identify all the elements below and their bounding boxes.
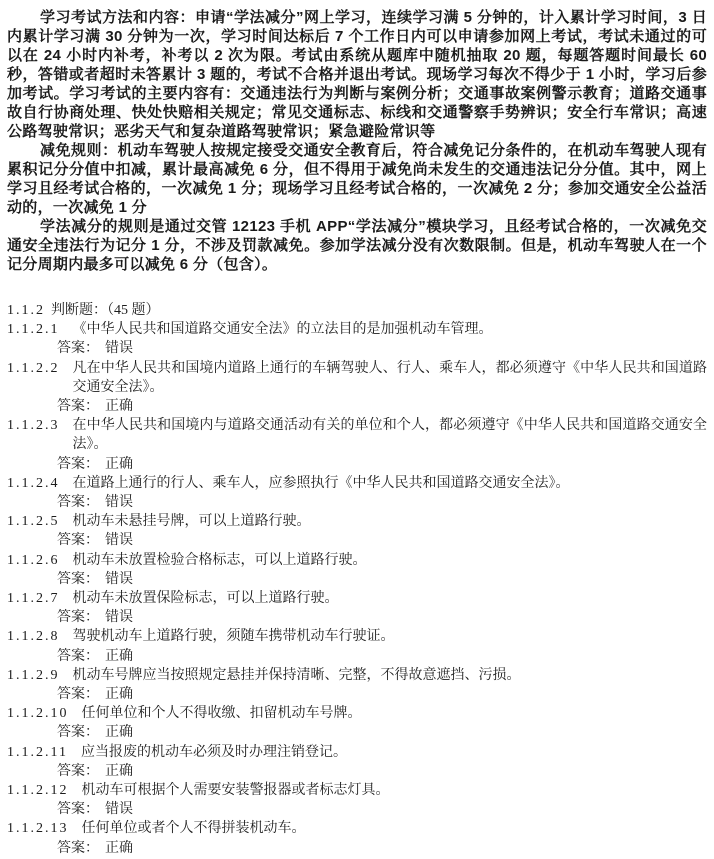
answer-value: 错误 xyxy=(105,341,133,357)
question-item xyxy=(7,743,707,781)
question-item xyxy=(7,666,707,704)
question-text: 机动车未放置保险标志，可以上道路行驶。 xyxy=(72,591,339,607)
question-item xyxy=(7,551,707,589)
question-row xyxy=(7,474,707,493)
question-number: 1.1.2.11 xyxy=(7,744,68,760)
question-item xyxy=(7,416,707,474)
question-number: 1.1.2.6 xyxy=(7,552,60,568)
answer-value: 正确 xyxy=(105,840,133,856)
question-number: 1.1.2.9 xyxy=(7,667,60,683)
question-text: 《中华人民共和国道路交通安全法》的立法目的是加强机动车管理。 xyxy=(72,322,493,338)
answer-value: 错误 xyxy=(105,802,133,818)
question-text: 机动车可根据个人需要安装警报器或者标志灯具。 xyxy=(81,783,390,799)
question-number: 1.1.2.13 xyxy=(7,821,69,837)
answer-value: 正确 xyxy=(105,725,133,741)
answer-value: 错误 xyxy=(105,610,133,626)
question-number: 1.1.2.1 xyxy=(7,322,60,338)
question-item xyxy=(7,704,707,742)
question-number: 1.1.2.5 xyxy=(7,514,60,530)
answer-line xyxy=(7,723,707,742)
question-row xyxy=(7,589,707,608)
question-row xyxy=(7,704,707,723)
question-text: 凡在中华人民共和国境内道路上通行的车辆驾驶人、行人、乘车人，都必须遵守《中华人民共和国道路交通安全法》。 xyxy=(72,360,707,395)
answer-label: 答案： xyxy=(57,341,99,357)
answer-value: 正确 xyxy=(105,456,133,472)
answer-label: 答案： xyxy=(57,495,99,511)
question-text: 机动车未悬挂号牌，可以上道路行驶。 xyxy=(72,514,311,530)
question-row xyxy=(7,416,707,454)
answer-line xyxy=(7,570,707,589)
question-text: 应当报废的机动车必须及时办理注销登记。 xyxy=(80,744,347,760)
question-text: 驾驶机动车上道路行驶，须随车携带机动车行驶证。 xyxy=(72,629,395,645)
answer-label: 答案： xyxy=(57,840,99,856)
answer-line xyxy=(7,397,707,416)
answer-value: 错误 xyxy=(105,495,133,511)
question-number: 1.1.2.3 xyxy=(7,418,60,434)
question-item xyxy=(7,781,707,819)
question-item xyxy=(7,627,707,665)
answer-line xyxy=(7,762,707,781)
answer-line xyxy=(7,685,707,704)
answer-line xyxy=(7,647,707,666)
question-number: 1.1.2.7 xyxy=(7,591,60,607)
answer-label: 答案： xyxy=(57,610,99,626)
intro-paragraph-app-rules: 学法减分的规则是通过交管 12123 手机 APP“学法减分”模块学习，且经考试合格的，一次减免交通安全违法行为记分 1 分，不涉及罚款减免。参加学法减分没有次数限制。但是，机动车驾驶人在一个记分周期内最多可以减免 6 分（包含）。 xyxy=(7,218,707,273)
question-row xyxy=(7,781,707,800)
answer-label: 答案： xyxy=(57,648,99,664)
answer-value: 错误 xyxy=(105,533,133,549)
question-row xyxy=(7,512,707,531)
answer-label: 答案： xyxy=(57,399,99,415)
section-number: 1.1.2 xyxy=(7,303,45,318)
answer-line xyxy=(7,339,707,358)
answer-label: 答案： xyxy=(57,533,99,549)
judgment-questions-section xyxy=(7,301,707,858)
question-item xyxy=(7,359,707,417)
question-item xyxy=(7,819,707,857)
question-list xyxy=(7,320,707,858)
answer-label: 答案： xyxy=(57,802,99,818)
answer-value: 正确 xyxy=(105,687,133,703)
answer-line xyxy=(7,531,707,550)
answer-label: 答案： xyxy=(57,725,99,741)
question-text: 机动车号牌应当按照规定悬挂并保持清晰、完整，不得故意遮挡、污损。 xyxy=(72,667,521,683)
answer-value: 正确 xyxy=(105,763,133,779)
answer-value: 正确 xyxy=(105,399,133,415)
question-text: 任何单位或者个人不得拼装机动车。 xyxy=(81,821,306,837)
question-item xyxy=(7,512,707,550)
question-text: 机动车未放置检验合格标志，可以上道路行驶。 xyxy=(72,552,367,568)
question-row xyxy=(7,743,707,762)
question-row xyxy=(7,819,707,838)
answer-label: 答案： xyxy=(57,763,99,779)
intro-paragraph-reduction-rules: 减免规则：机动车驾驶人按规定接受交通安全教育后，符合减免记分条件的，在机动车驾驶人现有累积记分分值中扣减，累计最高减免 6 分，但不得用于减免尚未发生的交通违法记分分值。其中，网上学习且经考试合格的，一次减免 1 分；现场学习且经考试合格的，一次减免 2 分；参加交通安全公益活动的，一次减免 1 分 xyxy=(7,142,707,216)
section-heading xyxy=(7,301,707,320)
answer-label: 答案： xyxy=(57,687,99,703)
question-item xyxy=(7,589,707,627)
question-number: 1.1.2.8 xyxy=(7,629,60,645)
question-number: 1.1.2.2 xyxy=(7,360,60,376)
answer-value: 错误 xyxy=(105,571,133,587)
question-text: 在中华人民共和国境内与道路交通活动有关的单位和个人，都必须遵守《中华人民共和国道路交通安全法》。 xyxy=(72,418,707,453)
answer-line xyxy=(7,455,707,474)
section-title: 判断题：（45 题） xyxy=(51,303,160,318)
question-text: 在道路上通行的行人、乘车人，应参照执行《中华人民共和国道路交通安全法》。 xyxy=(72,475,570,491)
question-row xyxy=(7,627,707,646)
question-row xyxy=(7,320,707,339)
question-number: 1.1.2.12 xyxy=(7,783,69,799)
answer-label: 答案： xyxy=(57,456,99,472)
answer-line xyxy=(7,800,707,819)
question-item xyxy=(7,474,707,512)
question-text: 任何单位和个人不得收缴、扣留机动车号牌。 xyxy=(81,706,362,722)
question-row xyxy=(7,551,707,570)
intro-section xyxy=(7,8,707,274)
question-row xyxy=(7,359,707,397)
answer-line xyxy=(7,493,707,512)
answer-line xyxy=(7,839,707,858)
question-number: 1.1.2.10 xyxy=(7,706,69,722)
question-number: 1.1.2.4 xyxy=(7,475,60,491)
intro-paragraph-study-exam-method: 学习考试方法和内容：申请“学法减分”网上学习，连续学习满 5 分钟的，计入累计学习时间，3 日内累计学习满 30 分钟为一次，学习时间达标后 7 个工作日内可以申请参加网上考试，考试未通过的可以在 24 小时内补考，补考以 2 次为限。考试由系统从题库中随机抽取 20 题，每题答题时间最长 60 秒，答错或者超时未答累计 3 题的，考试不合格并退出考试。现场学习每次不得少于 1 小时，学习后参加考试。学习考试的主要内容有：交通违法行为判断与案例分析；交通事故案例警示教育；道路交通事故自行协商处理、快处快赔相关规定；常见交通标志、标线和交通警察手势辨识；安全行车常识；高速公路驾驶常识；恶劣天气和复杂道路驾驶常识；紧急避险常识等 xyxy=(7,9,707,140)
question-row xyxy=(7,666,707,685)
answer-label: 答案： xyxy=(57,571,99,587)
answer-line xyxy=(7,608,707,627)
question-item xyxy=(7,320,707,358)
answer-value: 正确 xyxy=(105,648,133,664)
